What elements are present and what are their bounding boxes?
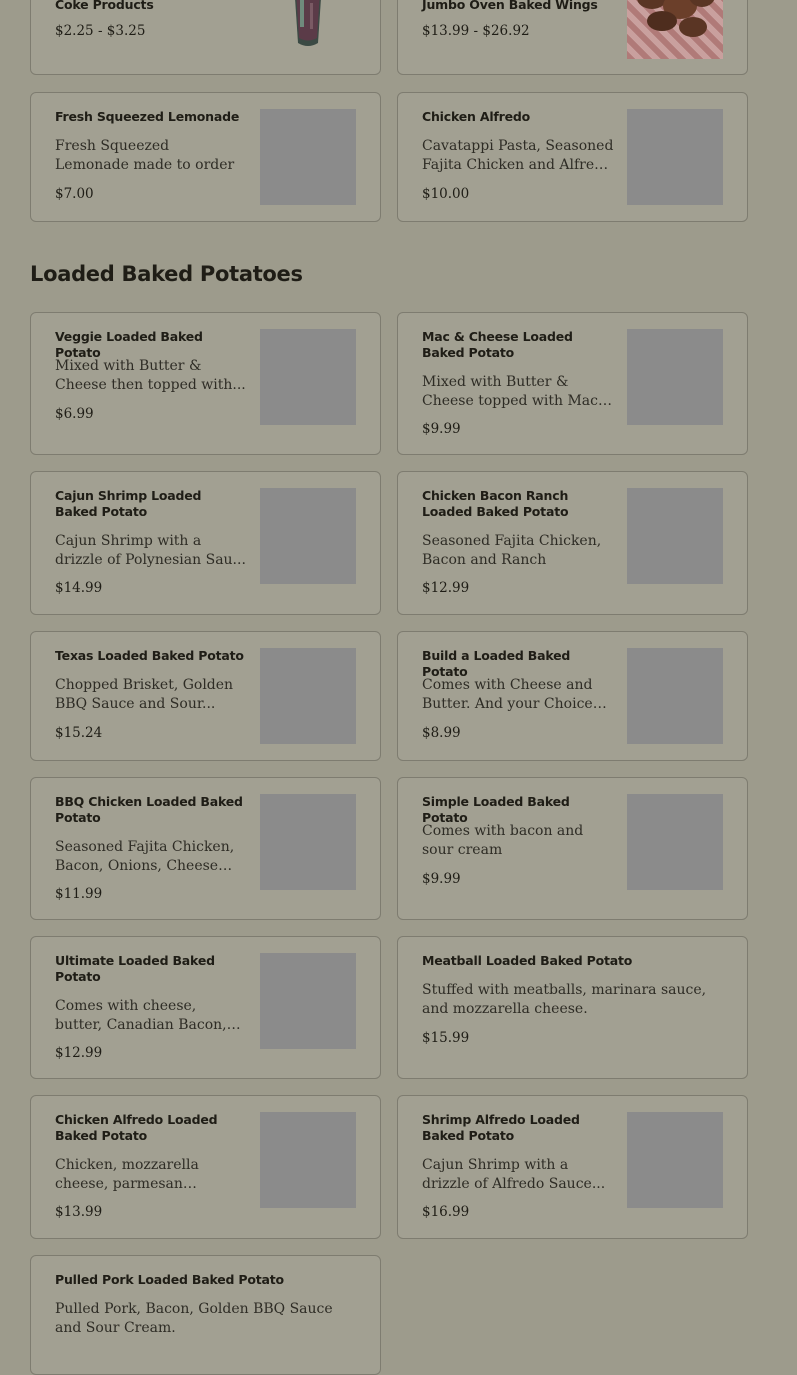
item-name: Chicken Bacon Ranch Loaded Baked Potato [422, 488, 569, 519]
menu-item-card[interactable] [397, 312, 748, 455]
item-description: Comes with bacon and sour cream [422, 823, 584, 858]
item-description: Cavatappi Pasta, Seasoned Fajita Chicken and Alfredo [422, 138, 614, 173]
menu-item-card[interactable] [30, 1255, 381, 1375]
item-description: Mixed with Butter & Cheese then topped with... [55, 358, 246, 393]
item-description: Chicken, mozzarella cheese, parmesan [55, 1157, 199, 1192]
menu-item-card[interactable] [30, 312, 381, 455]
item-price: $11.99 [55, 886, 103, 902]
item-price: $8.99 [422, 725, 461, 741]
item-price: $2.25 - $3.25 [55, 23, 146, 39]
menu-item-card[interactable] [30, 92, 381, 222]
item-image-placeholder [260, 648, 356, 744]
item-image-placeholder [260, 794, 356, 890]
menu-item-card[interactable] [397, 92, 748, 222]
item-name: Jumbo Oven Baked Wings [422, 0, 598, 12]
item-description: Pulled Pork, Bacon, Golden BBQ Sauce and Sour Cream. [55, 1301, 333, 1336]
item-name: Mac & Cheese Loaded Baked Potato [422, 329, 573, 360]
item-image-placeholder [260, 953, 356, 1049]
item-name: Veggie Loaded Baked Potato [55, 329, 203, 360]
menu-item-card[interactable] [30, 1095, 381, 1239]
item-image-placeholder [627, 794, 723, 890]
item-description: Seasoned Fajita Chicken, Bacon and Ranch [422, 533, 602, 568]
item-price: $16.99 [422, 1204, 470, 1220]
wings-photo [627, 0, 723, 59]
cup-icon [260, 0, 356, 57]
item-image-placeholder [260, 1112, 356, 1208]
item-description: Cajun Shrimp with a drizzle of Alfredo Sauce... [422, 1157, 606, 1192]
item-description: Comes with cheese, butter, Canadian Bacon, [55, 998, 227, 1033]
item-description: Fresh Squeezed Lemonade made to order [55, 138, 235, 173]
item-name: Shrimp Alfredo Loaded Baked Potato [422, 1112, 580, 1143]
item-price: $9.99 [422, 421, 461, 437]
item-image-placeholder [260, 109, 356, 205]
item-name: Meatball Loaded Baked Potato [422, 953, 633, 968]
item-description: Mixed with Butter & Cheese topped with Mac [422, 374, 598, 409]
menu-item-card[interactable] [30, 0, 381, 75]
item-image-placeholder [627, 109, 723, 205]
menu-item-card[interactable] [397, 936, 748, 1079]
item-price: $12.99 [55, 1045, 103, 1061]
item-name: Chicken Alfredo [422, 109, 531, 124]
item-name: Coke Products [55, 0, 154, 12]
item-price: $9.99 [422, 871, 461, 887]
item-image-placeholder [627, 488, 723, 584]
item-description: Stuffed with meatballs, marinara sauce, and mozzarella cheese. [422, 982, 707, 1017]
item-name: Pulled Pork Loaded Baked Potato [55, 1272, 284, 1287]
item-description: Cajun Shrimp with a drizzle of Polynesian Sau... [55, 533, 246, 568]
item-image-placeholder [260, 488, 356, 584]
item-name: Build a Loaded Baked Potato [422, 648, 571, 679]
item-price: $15.99 [422, 1030, 470, 1046]
menu-item-card[interactable] [397, 0, 748, 75]
item-name: Simple Loaded Baked Potato [422, 794, 570, 825]
item-name: Ultimate Loaded Baked Potato [55, 953, 215, 984]
item-price: $12.99 [422, 580, 470, 596]
item-image-placeholder [627, 1112, 723, 1208]
item-price: $13.99 - $26.92 [422, 23, 530, 39]
item-name: Texas Loaded Baked Potato [55, 648, 244, 663]
item-price: $13.99 [55, 1204, 103, 1220]
menu-item-card[interactable] [30, 631, 381, 761]
menu-item-card[interactable] [30, 471, 381, 615]
item-price: $10.00 [422, 186, 470, 202]
item-description: Seasoned Fajita Chicken, Bacon, Onions, Cheese [55, 839, 235, 874]
menu-item-card[interactable] [397, 471, 748, 615]
item-name: BBQ Chicken Loaded Baked Potato [55, 794, 243, 825]
item-price: $14.99 [55, 580, 103, 596]
item-description: Chopped Brisket, Golden BBQ Sauce and Sour... [55, 677, 234, 712]
item-image-placeholder [260, 329, 356, 425]
item-price: $15.24 [55, 725, 103, 741]
menu-item-card[interactable] [30, 777, 381, 920]
menu-item-card[interactable] [30, 936, 381, 1079]
item-price: $6.99 [55, 406, 94, 422]
item-name: Cajun Shrimp Loaded Baked Potato [55, 488, 202, 519]
item-price: $7.00 [55, 186, 94, 202]
item-name: Fresh Squeezed Lemonade [55, 109, 240, 124]
menu-item-card[interactable] [397, 631, 748, 761]
item-image-placeholder [627, 329, 723, 425]
menu-item-card[interactable] [397, 777, 748, 920]
item-image-placeholder [627, 648, 723, 744]
section-title: Loaded Baked Potatoes [30, 262, 303, 286]
item-name: Chicken Alfredo Loaded Baked Potato [55, 1112, 218, 1143]
menu-item-card[interactable] [397, 1095, 748, 1239]
item-description: Comes with Cheese and Butter. And your Choice [422, 677, 593, 712]
